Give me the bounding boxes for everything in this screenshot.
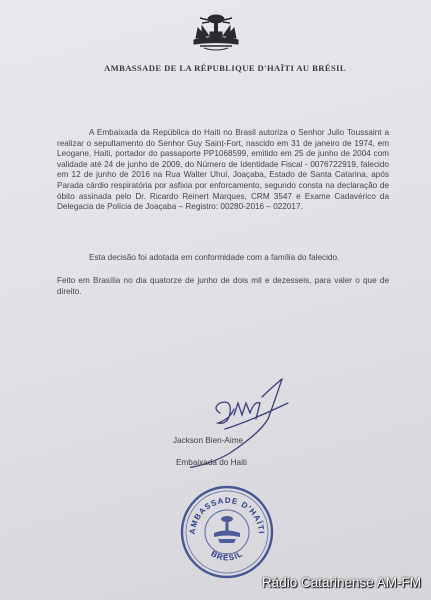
seal-top-text: AMBASSADE D'HAÏTI xyxy=(187,495,267,535)
broadcaster-watermark: Rádio Catarinense AM-FM xyxy=(261,575,421,590)
signatory-name: Jackson Bien-Aime xyxy=(173,436,244,445)
authorization-paragraph: A Embaixada da República do Haiti no Brasil autoriza o Senhor Julio Toussaint a realizar o sepultamento do Senhor Guy Saint-Fort, nascido em 31 de janeiro de 1974, em Leogane, Haiti, portador do passaporte PP1068599, emitido em 25 de junho de 2004 com validade até 24 de junho de 2009, do Número de Identidade Fiscal - 0076722919, falecido em 12 de junho de 2016 na Rua Walter Uhuí, Joaçaba, Estado de Santa Catarina, após Parada cárdio respiratória por asfixia por enforcamento, segundo consta na declaração de óbito assinada pelo Dr. Ricardo Reinert Marques, CRM 3547 e Exame Cadavérico da Delegacia de Polícia de Joaçaba – Registro: 00280-2016 – 022017. xyxy=(57,128,389,212)
handwritten-signature xyxy=(190,373,300,468)
embassy-seal-stamp xyxy=(178,483,276,581)
letterhead-title: AMBASSADE DE LA RÉPUBLIQUE D'HAÏTI AU BRÉSIL xyxy=(103,63,347,73)
signatory-organization: Embaixada do Haiti xyxy=(176,458,247,467)
seal-bottom-text: BRÉSIL xyxy=(209,549,245,563)
haiti-coat-of-arms-icon xyxy=(186,14,246,56)
decision-paragraph: Esta decisão foi adotada em conformidade com a família do falecido. xyxy=(89,253,340,262)
place-date-paragraph: Feito em Brasília no dia quatorze de junho de dois mil e dezesseis, para valer o que de direito. xyxy=(57,276,389,296)
